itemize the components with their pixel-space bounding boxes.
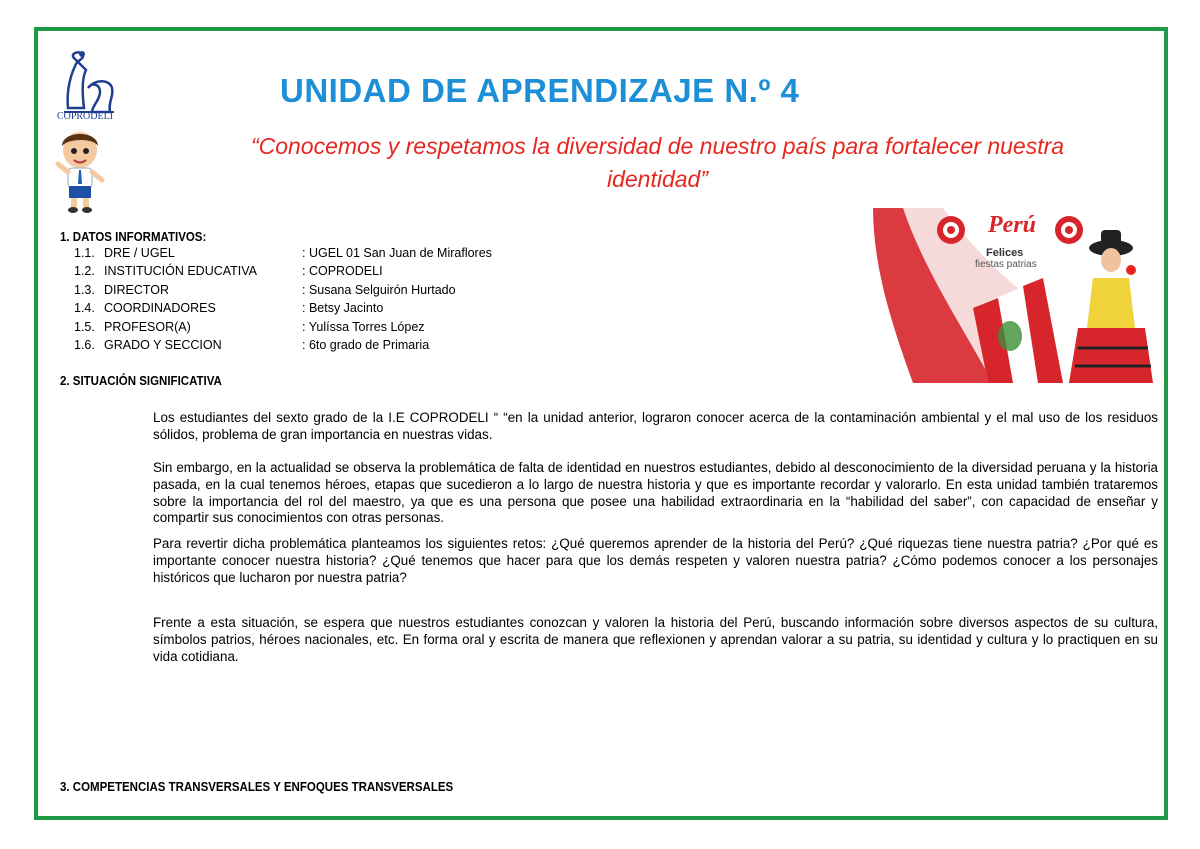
info-label: PROFESOR(A)	[104, 319, 191, 334]
paragraph-4: Frente a esta situación, se espera que nuestros estudiantes conozcan y valoren la historia del Perú, buscando información sobre diversos aspectos de su cultura, símbolos patrios, héroes nacionales, etc. En forma oral y escrita de manera que reflexionen y aprendan valorar a su patria, su identidad y cultura y lo practiquen en su vida cotidiana.	[153, 615, 1158, 664]
info-row	[74, 283, 456, 297]
unit-title: UNIDAD DE APRENDIZAJE N.º 4	[280, 72, 800, 109]
info-value: : Yulíssa Torres López	[302, 319, 425, 334]
paragraph-1: Los estudiantes del sexto grado de la I.E COPRODELI “ “en la unidad anterior, lograron conocer acerca de la contaminación ambiental y el mal uso de los residuos sólidos, problema de gran importancia en nuestras vidas.	[153, 410, 1158, 442]
banner-fiestas-text: fiestas patrias	[975, 259, 1037, 270]
unit-subtitle: “Conocemos y respetamos la diversidad de nuestro país para fortalecer nuestra identidad”	[250, 133, 1065, 192]
section-1-heading: 1. DATOS INFORMATIVOS:	[60, 230, 207, 244]
info-label: INSTITUCIÓN EDUCATIVA	[104, 264, 258, 279]
banner-felices-text: Felices	[986, 247, 1024, 259]
info-num: 1.1.	[74, 246, 95, 260]
info-value: : COPRODELI	[302, 264, 383, 279]
info-value: : UGEL 01 San Juan de Miraflores	[302, 246, 492, 260]
info-value: : 6to grado de Primaria	[302, 338, 430, 352]
paragraph-3: Para revertir dicha problemática planteamos los siguientes retos: ¿Qué queremos aprender de la historia del Perú? ¿Qué riquezas tiene nuestra patria? ¿Por qué es importante conocer nuestra historia? ¿Qué tenemos que hacer para que los demás respeten y valoren nuestra patria? ¿Cómo podemos conocer a los personajes históricos que lucharon por nuestra patria?	[153, 536, 1158, 585]
paragraph-2: Sin embargo, en la actualidad se observa la problemática de falta de identidad en nuestros estudiantes, debido al desconocimiento de la diversidad peruana y la historia pasada, en la cual tenemos héroes, etapas que sucedieron a lo largo de nuestra historia y que es importante recordar y valorarlo. En esta unidad también trataremos sobre la importancia del rol del maestro, ya que es una persona que posee una habilidad extraordinaria en la “habilidad del saber”, con capacidad de enseñar y compartir sus conocimientos con otras personas.	[153, 460, 1158, 526]
info-row	[74, 301, 383, 315]
info-label: DRE / UGEL	[104, 246, 175, 260]
info-num: 1.4.	[74, 301, 95, 316]
info-label: DIRECTOR	[104, 282, 170, 297]
info-value: : Betsy Jacinto	[302, 301, 384, 316]
info-label: GRADO Y SECCION	[104, 338, 222, 352]
section-3-heading: 3. COMPETENCIAS TRANSVERSALES Y ENFOQUES TRANSVERSALES	[60, 780, 454, 794]
info-label: COORDINADORES	[104, 301, 216, 316]
info-num: 1.6.	[74, 338, 95, 352]
section-2-heading: 2. SITUACIÓN SIGNIFICATIVA	[60, 374, 222, 388]
info-row	[74, 264, 383, 278]
info-num: 1.2.	[74, 264, 95, 279]
info-num: 1.5.	[74, 319, 95, 334]
info-value: : Susana Selguirón Hurtado	[302, 282, 456, 297]
logo-text: COPRODELI	[56, 111, 114, 122]
info-row	[74, 320, 425, 334]
info-row	[74, 246, 492, 260]
info-num: 1.3.	[74, 282, 95, 297]
student-cartoon-image	[50, 128, 110, 213]
banner-peru-text: Perú	[988, 212, 1036, 238]
info-row	[74, 338, 429, 352]
